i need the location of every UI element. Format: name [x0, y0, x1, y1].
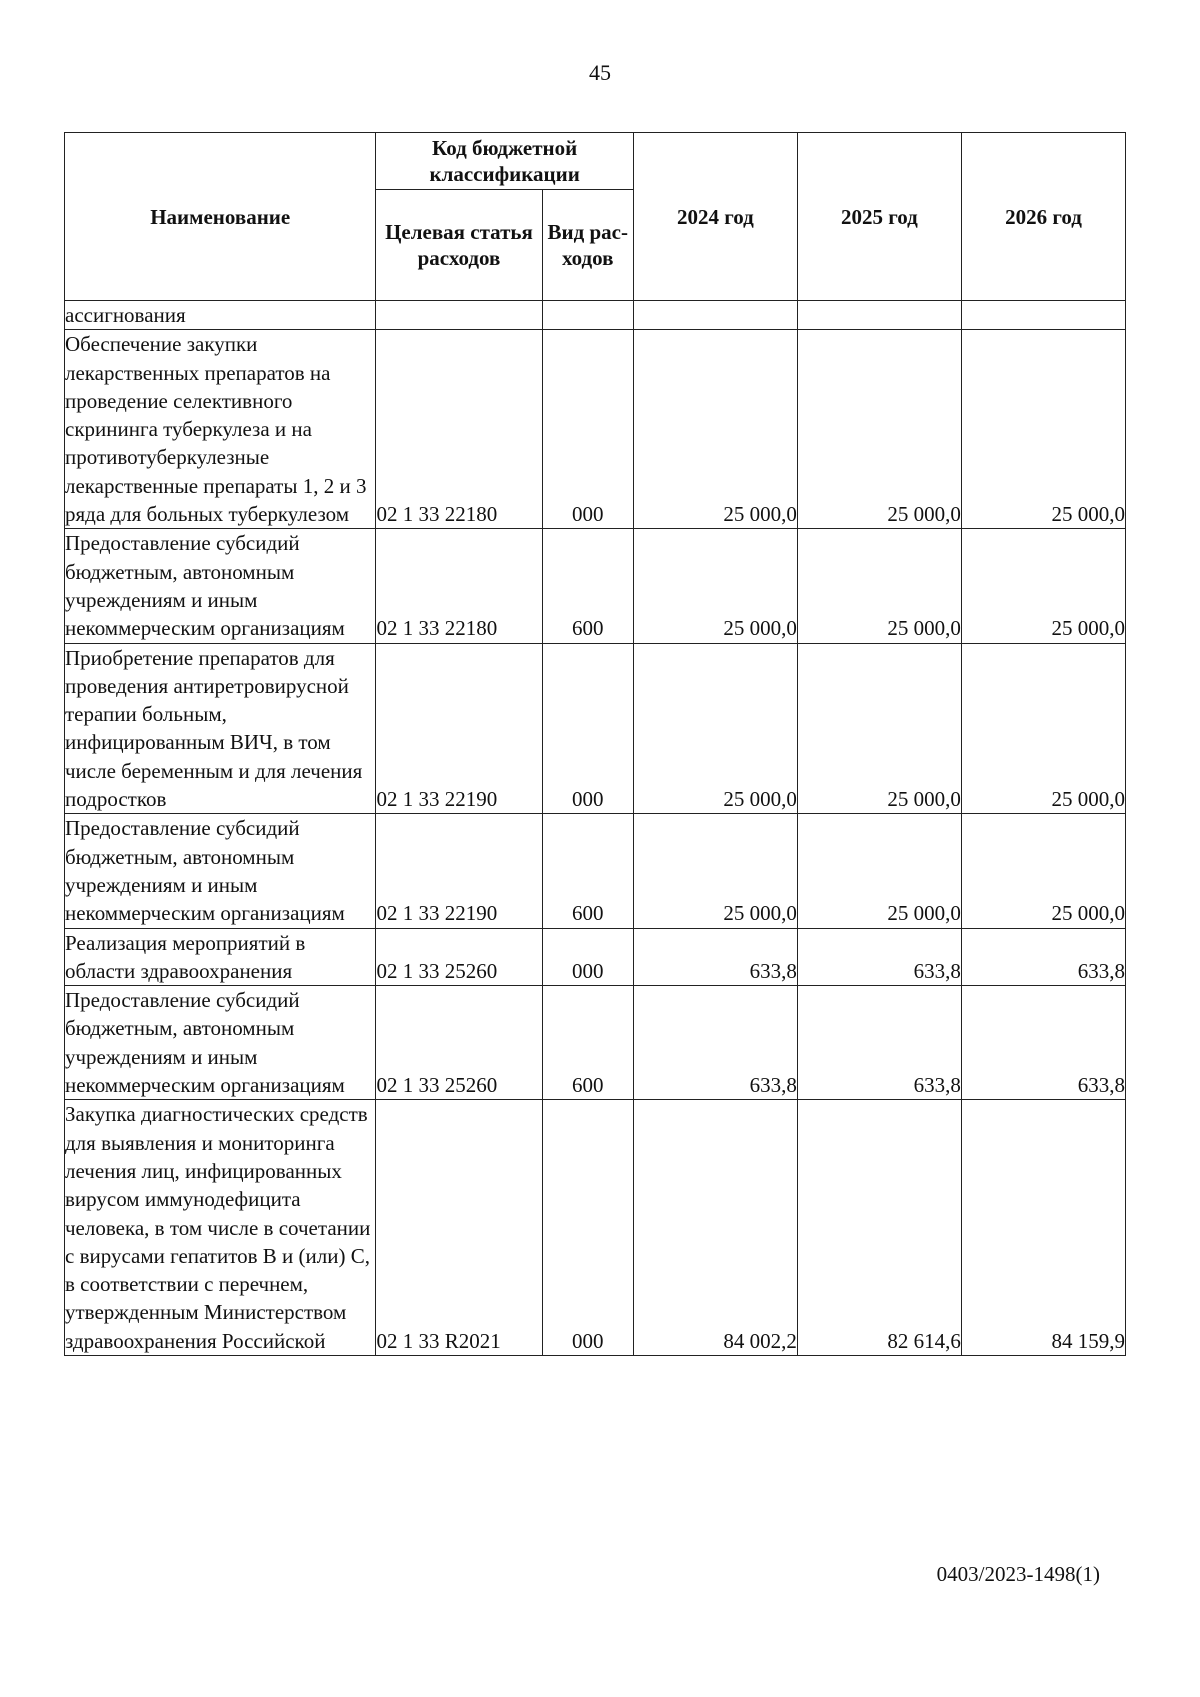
row-2026-cell: 25 000,0: [961, 643, 1125, 814]
table-header: [65, 133, 1126, 301]
row-2025-cell: 25 000,0: [797, 814, 961, 928]
row-2025-cell: 82 614,6: [797, 1100, 961, 1356]
header-2026: 2026 год: [961, 133, 1125, 301]
row-2026-cell: 633,8: [961, 986, 1125, 1100]
table-row: [65, 814, 1126, 928]
row-2026-cell: 84 159,9: [961, 1100, 1125, 1356]
row-name-cell: ассигнования: [65, 301, 376, 330]
row-name-cell: Закупка диагностических средств для выявления и мониторинга лечения лиц, инфицированных вирусом иммунодефицита человека, в том числе в сочетании с вирусами гепатитов В и (или) С, в соответствии с перечнем, утвержденным Министерством здравоохранения Российской: [65, 1100, 376, 1356]
row-2025-cell: [797, 301, 961, 330]
header-expense-type: Вид рас-ходов: [542, 190, 633, 301]
row-2024-cell: 25 000,0: [633, 814, 797, 928]
row-expense-type-cell: 600: [542, 529, 633, 643]
header-code-group: Код бюджетной классификации: [376, 133, 633, 190]
header-name: Наименование: [65, 133, 376, 301]
row-target-item-cell: 02 1 33 22180: [376, 529, 542, 643]
header-target-item: Целевая статья расходов: [376, 190, 542, 301]
row-2024-cell: 25 000,0: [633, 330, 797, 529]
row-2024-cell: 25 000,0: [633, 529, 797, 643]
row-target-item-cell: 02 1 33 22190: [376, 643, 542, 814]
budget-table: [64, 132, 1126, 1356]
row-name-cell: Обеспечение закупки лекарственных препаратов на проведение селективного скрининга туберкулеза и на противотуберкулезные лекарственные препараты 1, 2 и 3 ряда для больных туберкулезом: [65, 330, 376, 529]
row-2024-cell: [633, 301, 797, 330]
header-2024: 2024 год: [633, 133, 797, 301]
table-row: [65, 301, 1126, 330]
row-target-item-cell: [376, 301, 542, 330]
row-target-item-cell: 02 1 33 25260: [376, 928, 542, 986]
row-expense-type-cell: 600: [542, 814, 633, 928]
row-2024-cell: 84 002,2: [633, 1100, 797, 1356]
row-name-cell: Предоставление субсидий бюджетным, автономным учреждениям и иным некоммерческим организациям: [65, 986, 376, 1100]
row-expense-type-cell: 000: [542, 643, 633, 814]
row-2024-cell: 25 000,0: [633, 643, 797, 814]
row-name-cell: Приобретение препаратов для проведения антиретровирусной терапии больным, инфицированным ВИЧ, в том числе беременным и для лечения подростков: [65, 643, 376, 814]
row-2025-cell: 633,8: [797, 928, 961, 986]
row-2025-cell: 633,8: [797, 986, 961, 1100]
row-name-cell: Предоставление субсидий бюджетным, автономным учреждениям и иным некоммерческим организациям: [65, 814, 376, 928]
table-row: [65, 986, 1126, 1100]
row-2026-cell: [961, 301, 1125, 330]
row-2025-cell: 25 000,0: [797, 529, 961, 643]
row-expense-type-cell: 000: [542, 330, 633, 529]
header-2025: 2025 год: [797, 133, 961, 301]
row-2026-cell: 25 000,0: [961, 330, 1125, 529]
row-2025-cell: 25 000,0: [797, 643, 961, 814]
row-target-item-cell: 02 1 33 22190: [376, 814, 542, 928]
row-target-item-cell: 02 1 33 R2021: [376, 1100, 542, 1356]
document-code: 0403/2023-1498(1): [936, 1562, 1100, 1586]
row-name-cell: Реализация мероприятий в области здравоохранения: [65, 928, 376, 986]
row-2026-cell: 25 000,0: [961, 529, 1125, 643]
row-expense-type-cell: 000: [542, 928, 633, 986]
table-row: [65, 928, 1126, 986]
row-target-item-cell: 02 1 33 25260: [376, 986, 542, 1100]
row-2025-cell: 25 000,0: [797, 330, 961, 529]
row-name-cell: Предоставление субсидий бюджетным, автономным учреждениям и иным некоммерческим организациям: [65, 529, 376, 643]
table-row: [65, 1100, 1126, 1356]
table-row: [65, 330, 1126, 529]
row-2024-cell: 633,8: [633, 928, 797, 986]
page-number: 45: [589, 60, 611, 85]
row-2026-cell: 633,8: [961, 928, 1125, 986]
row-expense-type-cell: 000: [542, 1100, 633, 1356]
row-2026-cell: 25 000,0: [961, 814, 1125, 928]
table-row: [65, 643, 1126, 814]
row-2024-cell: 633,8: [633, 986, 797, 1100]
row-expense-type-cell: [542, 301, 633, 330]
table-row: [65, 529, 1126, 643]
row-target-item-cell: 02 1 33 22180: [376, 330, 542, 529]
row-expense-type-cell: 600: [542, 986, 633, 1100]
table-body: [65, 301, 1126, 1356]
